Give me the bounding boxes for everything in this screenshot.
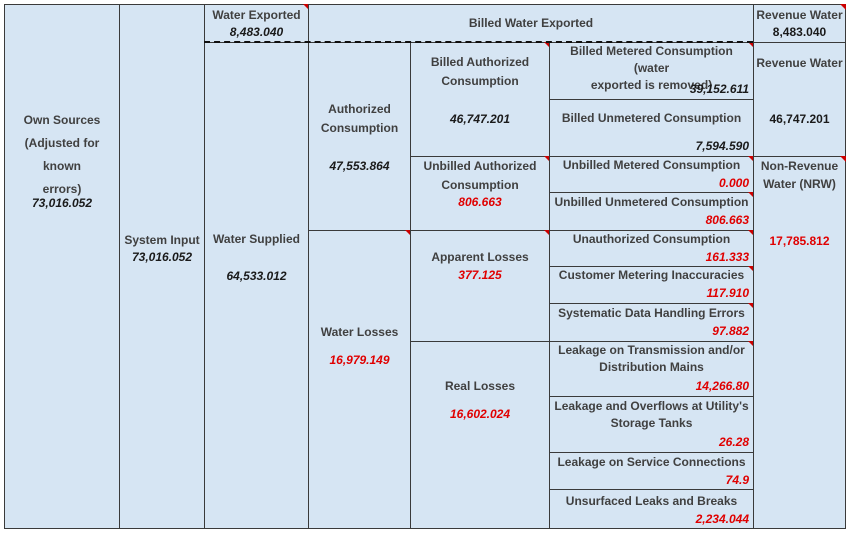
component-label: Systematic Data Handling Errors: [558, 306, 745, 320]
real-losses-value: 16,602.024: [449, 407, 511, 421]
water-exported-box: [204, 4, 309, 43]
apparent-losses-value: 377.125: [458, 268, 502, 282]
component-label: Leakage on Transmission and/or Distribution Mains: [558, 343, 745, 374]
component-metering-inaccuracies: [549, 266, 754, 304]
billed-authorized-box: [410, 42, 550, 157]
water-supplied-box: [204, 42, 309, 529]
component-label: Leakage on Service Connections: [557, 455, 746, 469]
non-revenue-water-box: [753, 156, 846, 529]
revenue-water-value: 46,747.201: [769, 112, 830, 126]
system-input-box: [119, 4, 205, 529]
component-value: 7,594.590: [695, 139, 749, 153]
unbilled-authorized-label: Unbilled Authorized Consumption: [423, 159, 537, 192]
unbilled-authorized-value: 806.663: [458, 195, 502, 209]
component-data-handling-errors: [549, 303, 754, 342]
water-exported-label: Water Exported: [212, 8, 301, 22]
component-value: 39,152.611: [689, 82, 749, 96]
own-sources-box: [4, 4, 120, 529]
water-losses-label: Water Losses: [320, 325, 399, 339]
component-storage-tanks-leakage: [549, 396, 754, 453]
billed-authorized-label: Billed Authorized Consumption: [430, 55, 530, 88]
water-supplied-value: 64,533.012: [226, 269, 287, 283]
component-label: Unbilled Metered Consumption: [562, 158, 741, 172]
water-losses-box: [308, 230, 411, 529]
component-billed-metered: [549, 42, 754, 100]
component-unbilled-metered: [549, 156, 754, 193]
water-losses-value: 16,979.149: [329, 353, 390, 367]
component-transmission-leakage: [549, 341, 754, 397]
revenue-water-box: [753, 42, 846, 157]
revenue-water-top-label: Revenue Water: [756, 8, 843, 22]
own-sources-label: Own Sources (Adjusted for known errors): [23, 113, 101, 196]
water-supplied-label: Water Supplied: [213, 232, 300, 246]
component-unsurfaced-leaks: [549, 489, 754, 529]
authorized-consumption-box: [308, 42, 411, 231]
component-value: 161.333: [705, 250, 749, 264]
component-value: 97.882: [712, 324, 749, 338]
authorized-consumption-value: 47,553.864: [329, 159, 390, 173]
apparent-losses-box: [410, 230, 550, 342]
billed-authorized-value: 46,747.201: [449, 112, 511, 126]
component-value: 26.28: [718, 435, 749, 449]
component-service-connections-leakage: [549, 452, 754, 490]
dashed-divider: [204, 41, 753, 43]
authorized-consumption-label: Authorized Consumption: [320, 102, 399, 135]
water-exported-value: 8,483.040: [229, 25, 284, 39]
component-label: Billed Unmetered Consumption: [561, 111, 742, 125]
component-unauthorized: [549, 230, 754, 267]
non-revenue-water-value: 17,785.812: [769, 234, 830, 248]
component-value: 74.9: [725, 473, 749, 487]
revenue-water-top-box: [753, 4, 846, 43]
own-sources-value: 73,016.052: [31, 196, 93, 210]
billed-water-exported-box: [308, 4, 754, 43]
unbilled-authorized-box: [410, 156, 550, 231]
component-label: Billed Metered Consumption (water exported is removed): [570, 44, 733, 92]
real-losses-box: [410, 341, 550, 529]
component-label: Unsurfaced Leaks and Breaks: [565, 494, 738, 508]
component-label: Customer Metering Inaccuracies: [558, 268, 745, 282]
component-label: Unbilled Unmetered Consumption: [554, 195, 749, 209]
real-losses-label: Real Losses: [444, 379, 516, 393]
component-unbilled-unmetered: [549, 192, 754, 231]
component-value: 14,266.80: [695, 379, 749, 393]
revenue-water-top-value: 8,483.040: [772, 25, 827, 39]
component-billed-unmetered: [549, 99, 754, 157]
apparent-losses-label: Apparent Losses: [431, 250, 529, 264]
component-value: 0.000: [718, 176, 749, 190]
billed-water-exported-label: Billed Water Exported: [468, 16, 594, 30]
component-value: 2,234.044: [695, 512, 749, 526]
component-label: Unauthorized Consumption: [572, 232, 731, 246]
system-input-value: 73,016.052: [131, 250, 193, 264]
component-value: 117.910: [706, 286, 749, 300]
non-revenue-water-label: Non-Revenue Water (NRW): [760, 159, 839, 191]
system-input-label: System Input: [124, 233, 200, 247]
component-label: Leakage and Overflows at Utility's Storage Tanks: [554, 399, 749, 430]
component-value: 806.663: [705, 213, 749, 227]
revenue-water-label: Revenue Water: [756, 56, 843, 70]
